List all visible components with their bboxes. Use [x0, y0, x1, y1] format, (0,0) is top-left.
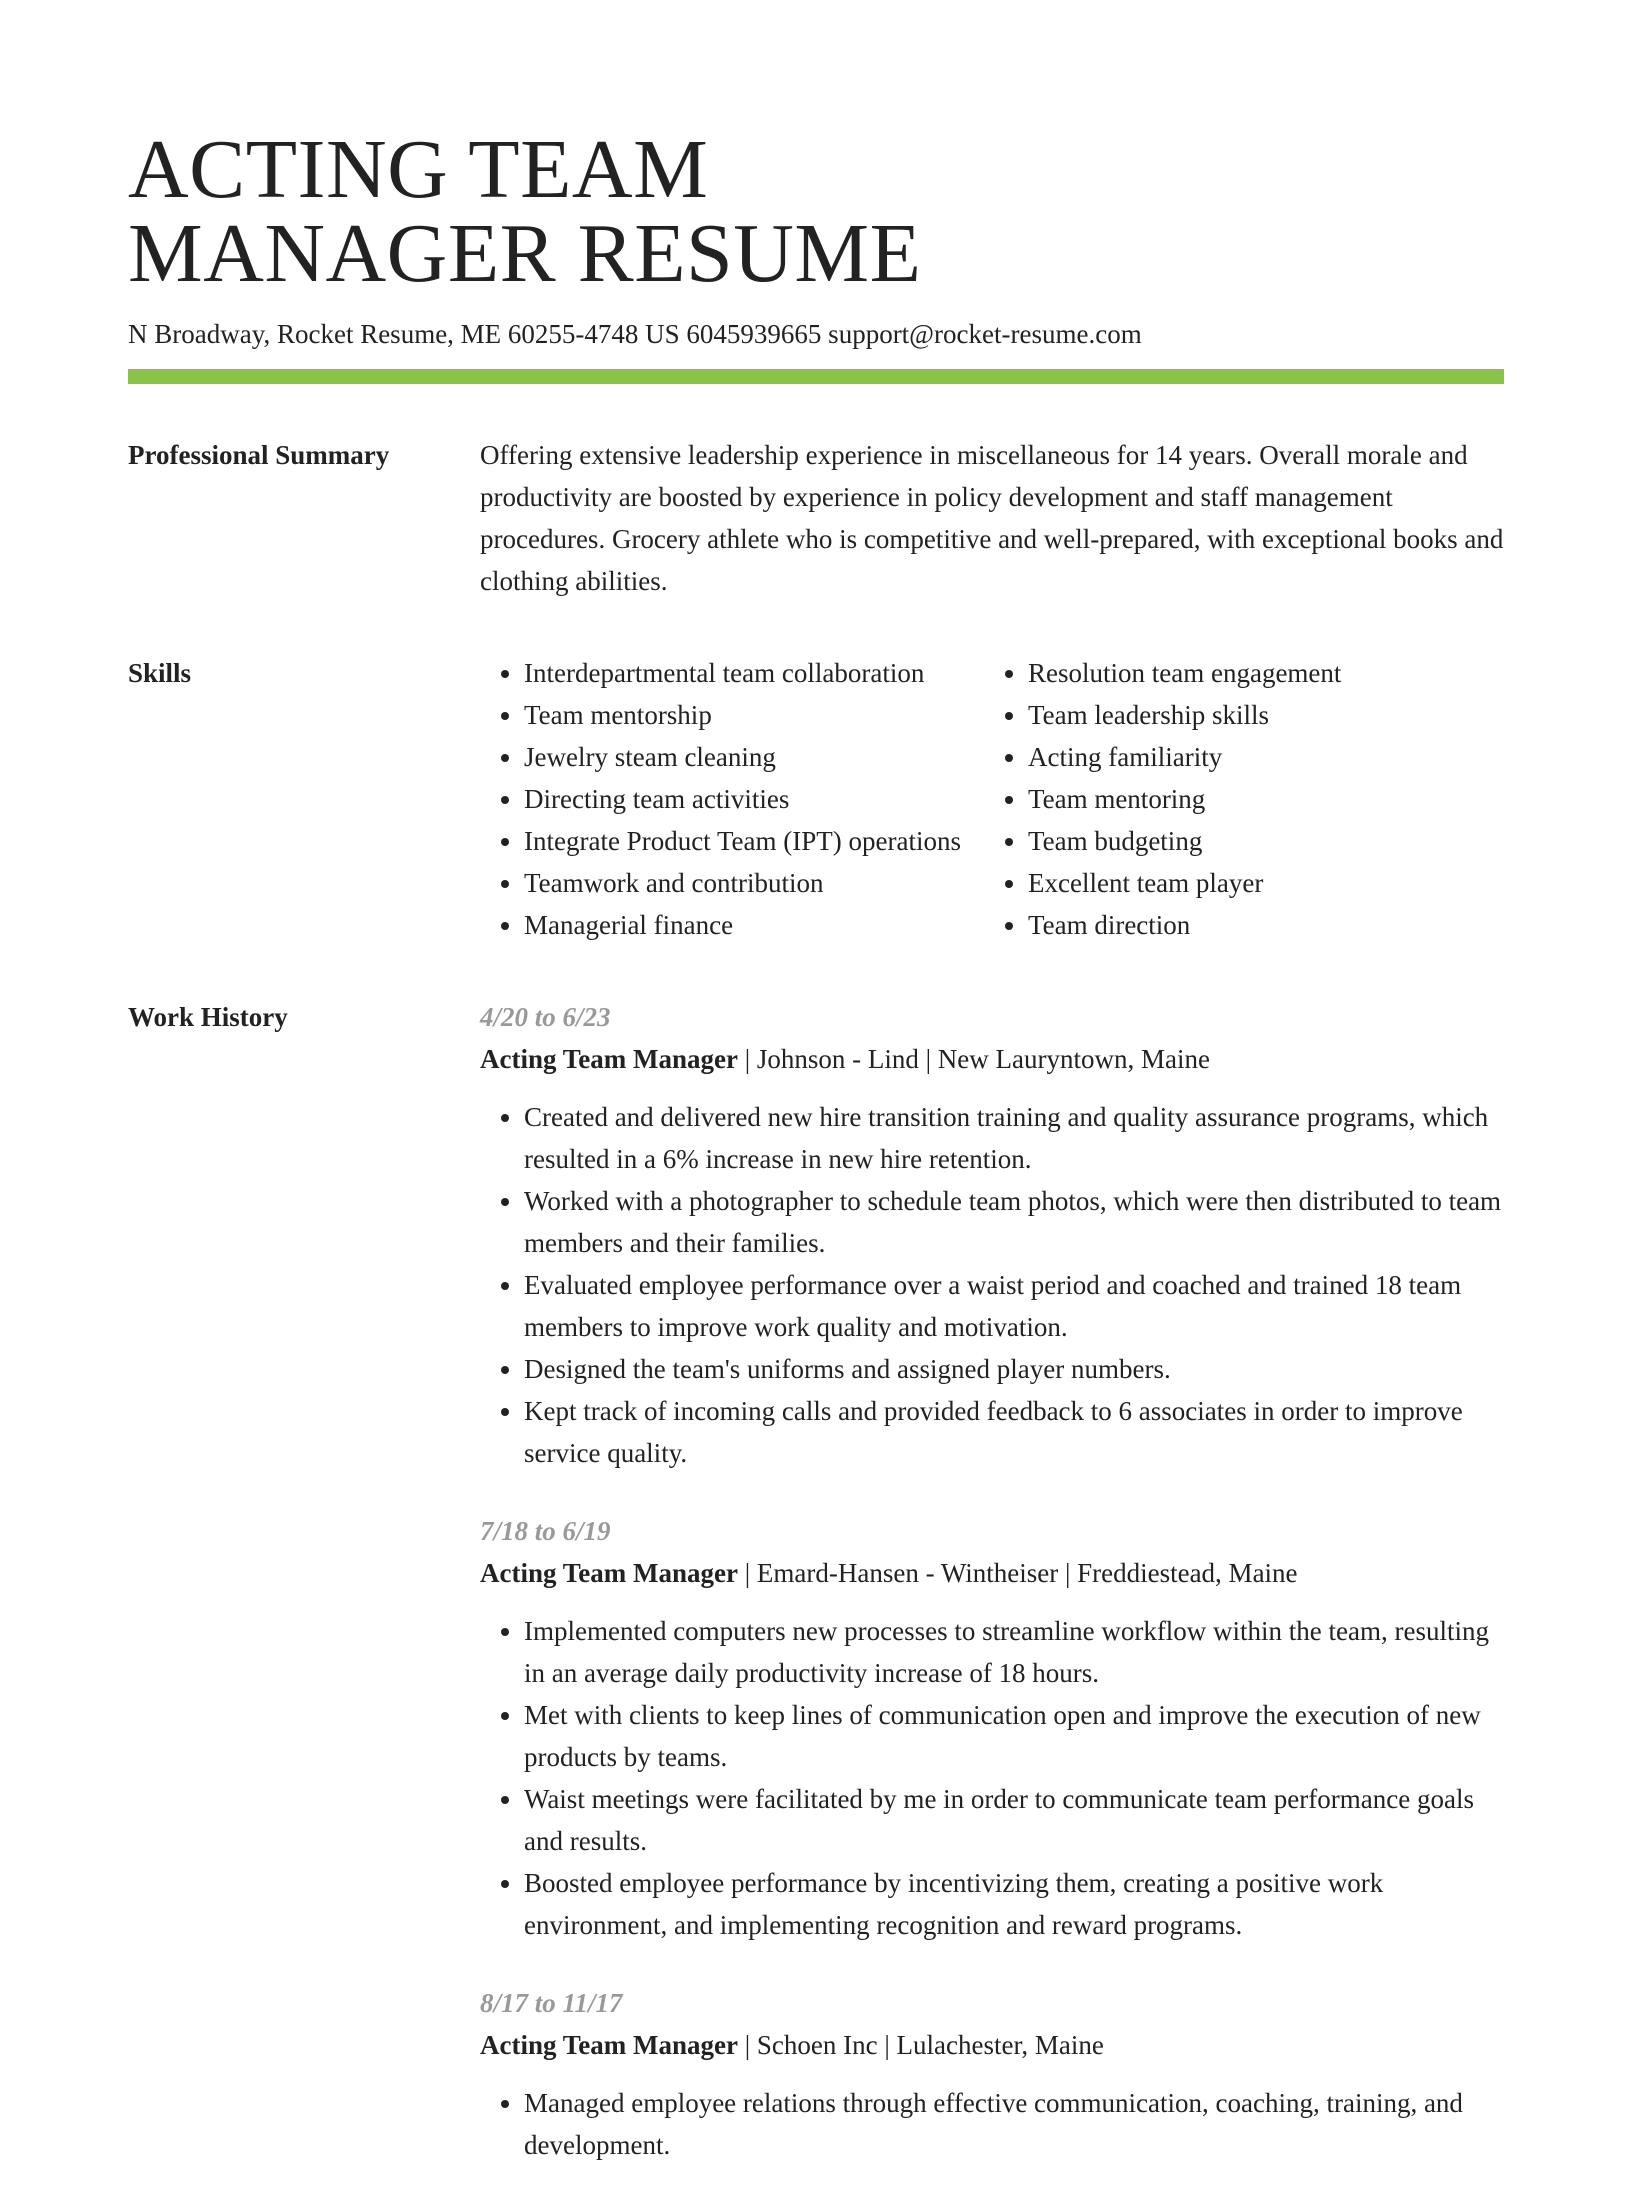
job-dates: 4/20 to 6/23	[480, 1002, 611, 1032]
job-bullet: • Kept track of incoming calls and provided feedback to 6 associates in order to improve service quality.	[524, 1390, 1504, 1474]
job-bullet: • Evaluated employee performance over a waist period and coached and trained 18 team members to improve work quality and motivation.	[524, 1264, 1504, 1348]
skill-item: • Teamwork and contribution	[524, 862, 984, 904]
job-bullet: • Worked with a photographer to schedule team photos, which were then distributed to team members and their families.	[524, 1180, 1504, 1264]
job-bullets	[480, 1610, 1504, 1946]
skills-section	[128, 652, 1504, 946]
skill-item: • Interdepartmental team collaboration	[524, 652, 984, 694]
summary-body	[480, 434, 1504, 602]
summary-text: Offering extensive leadership experience in miscellaneous for 14 years. Overall morale and productivity are boosted by experience in policy development and staff management procedures. Grocery athlete who is competitive and well-prepared, with exceptional books and clothing abilities.	[480, 440, 1504, 596]
work-history-section	[128, 996, 1504, 2202]
skill-item: • Team budgeting	[1028, 820, 1488, 862]
job-details: | Emard-Hansen - Wintheiser | Freddiestead, Maine	[737, 1558, 1298, 1588]
job-header	[480, 1038, 1504, 1080]
job-dates: 8/17 to 11/17	[480, 1988, 623, 2018]
resume-title	[128, 123, 1504, 300]
job-details: | Johnson - Lind | New Lauryntown, Maine	[737, 1044, 1210, 1074]
job-bullet: • Managed employee relations through effective communication, coaching, training, and development.	[524, 2082, 1504, 2166]
skills-column-2	[984, 652, 1488, 946]
job-bullets	[480, 2082, 1504, 2166]
summary-label: Professional Summary	[128, 440, 390, 470]
job-bullets	[480, 1096, 1504, 1474]
skill-item: • Team mentoring	[1028, 778, 1488, 820]
resume-page	[128, 123, 1504, 2202]
skill-item: • Integrate Product Team (IPT) operations	[524, 820, 984, 862]
job-bullet: • Implemented computers new processes to streamline workflow within the team, resulting in an average daily productivity increase of 18 hours.	[524, 1610, 1504, 1694]
job-bullet: • Boosted employee performance by incentivizing them, creating a positive work environment, and implementing recognition and reward programs.	[524, 1862, 1504, 1946]
work-history-label: Work History	[128, 1002, 288, 1032]
summary-section	[128, 434, 1504, 602]
job-dates: 7/18 to 6/19	[480, 1516, 611, 1546]
skills-label: Skills	[128, 658, 192, 688]
work-history-body	[480, 996, 1504, 2202]
skill-item: • Resolution team engagement	[1028, 652, 1488, 694]
skill-item: • Jewelry steam cleaning	[524, 736, 984, 778]
job-bullet: • Waist meetings were facilitated by me in order to communicate team performance goals and results.	[524, 1778, 1504, 1862]
accent-divider	[128, 369, 1504, 384]
job-bullet: • Created and delivered new hire transition training and quality assurance programs, which resulted in a 6% increase in new hire retention.	[524, 1096, 1504, 1180]
skills-column-1	[480, 652, 984, 946]
job-header	[480, 1552, 1504, 1594]
job-title: Acting Team Manager	[480, 1558, 738, 1588]
skill-item: • Team direction	[1028, 904, 1488, 946]
skill-item: • Team mentorship	[524, 694, 984, 736]
job-entry	[480, 1510, 1504, 1946]
job-header	[480, 2024, 1504, 2066]
job-title: Acting Team Manager	[480, 2030, 738, 2060]
skill-item: • Excellent team player	[1028, 862, 1488, 904]
skill-item: • Team leadership skills	[1028, 694, 1488, 736]
job-entry	[480, 996, 1504, 1474]
contact-info: N Broadway, Rocket Resume, ME 60255-4748 US 6045939665 support@rocket-resume.com	[128, 319, 1142, 349]
title-line-1: ACTING TEAM	[128, 123, 709, 216]
job-bullet: • Met with clients to keep lines of communication open and improve the execution of new products by teams.	[524, 1694, 1504, 1778]
skills-body	[480, 652, 1504, 946]
skill-item: • Managerial finance	[524, 904, 984, 946]
job-title: Acting Team Manager	[480, 1044, 738, 1074]
job-details: | Schoen Inc | Lulachester, Maine	[737, 2030, 1104, 2060]
job-entry	[480, 1982, 1504, 2166]
skill-item: • Acting familiarity	[1028, 736, 1488, 778]
title-line-2: MANAGER RESUME	[128, 207, 922, 300]
job-bullet: • Designed the team's uniforms and assigned player numbers.	[524, 1348, 1504, 1390]
skill-item: • Directing team activities	[524, 778, 984, 820]
